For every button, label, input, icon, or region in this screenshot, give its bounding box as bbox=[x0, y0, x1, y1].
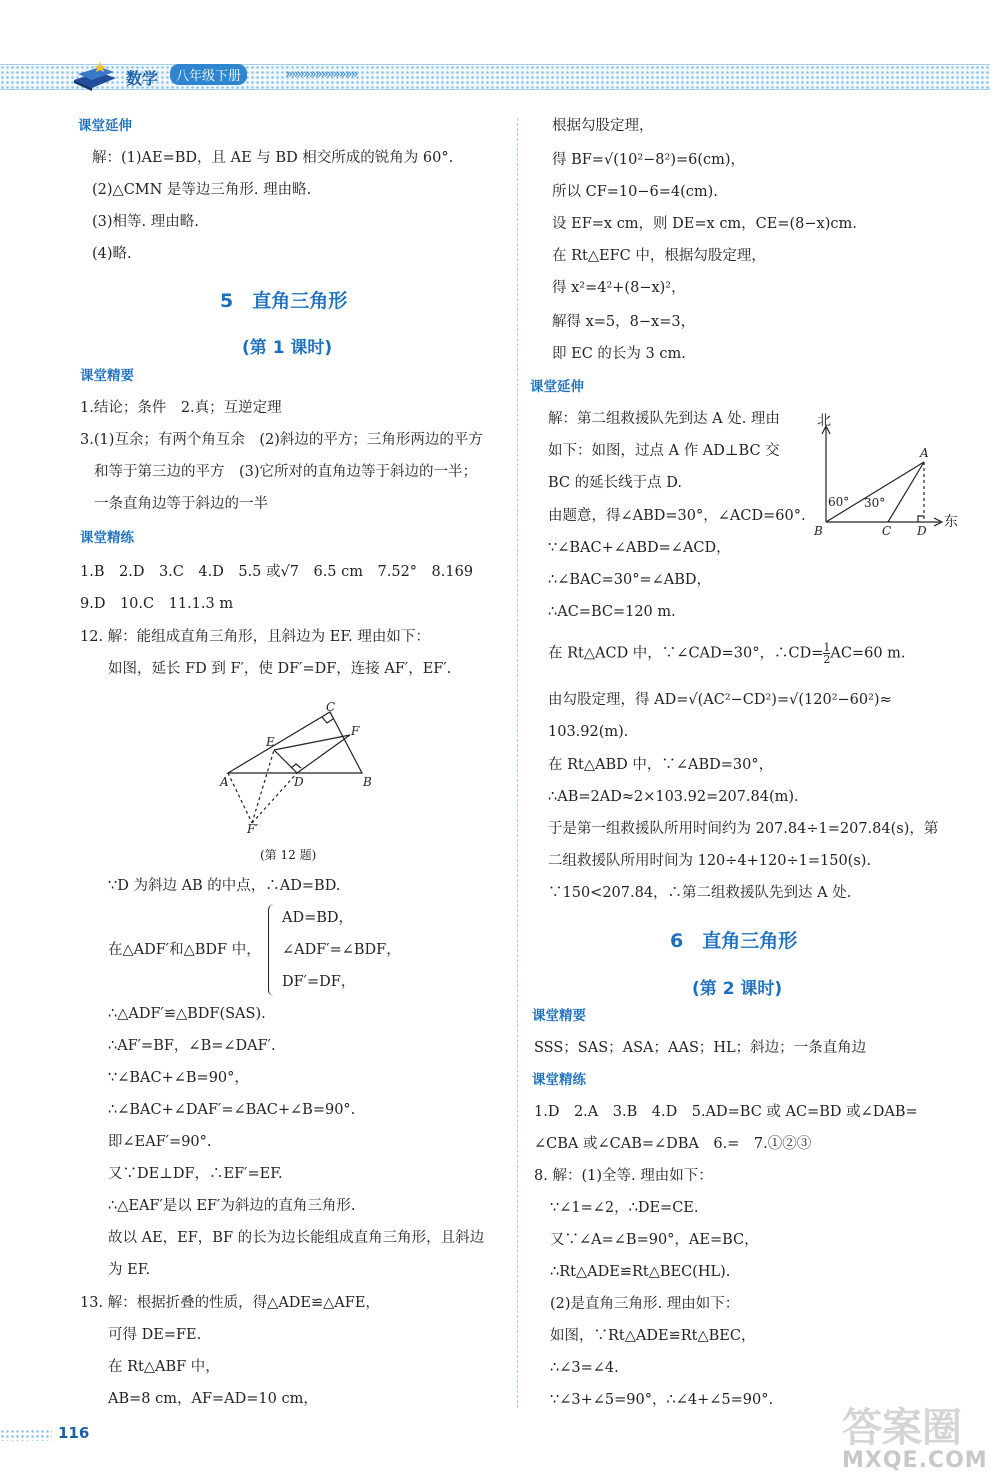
answer-line: 1.D 2.A 3.B 4.D 5.AD=BC 或 AC=BD 或∠DAB= bbox=[534, 1104, 918, 1120]
diagram-label-A: A bbox=[920, 446, 929, 460]
section-label: 课堂延伸 bbox=[78, 118, 132, 134]
section-label: 课堂延伸 bbox=[530, 379, 584, 395]
text-line: 于是第一组救援队所用时间约为 207.84÷1=207.84(s)，第 bbox=[548, 821, 939, 837]
figure-label-E: E bbox=[266, 735, 275, 749]
text-line: 3.(1)互余；有两个角互余 (2)斜边的平方；三角形两边的平方 bbox=[80, 432, 483, 448]
text-line: ∴AB=2AD≈2×103.92=207.84(m). bbox=[548, 789, 799, 805]
figure-label-A: A bbox=[220, 775, 229, 789]
figure-label-F-prime: F′ bbox=[247, 822, 259, 836]
rescue-diagram bbox=[800, 420, 950, 540]
text-line: 在 Rt△ABF 中， bbox=[108, 1359, 220, 1375]
text-line bbox=[548, 642, 906, 665]
text-line: 根据勾股定理， bbox=[552, 118, 654, 134]
text-line: 和等于第三边的平方 (3)它所对的直角边等于斜边的一半； bbox=[94, 464, 478, 480]
fraction-numerator: 1 bbox=[823, 641, 831, 654]
text-line: ∵∠1=∠2，∴DE=CE. bbox=[550, 1200, 699, 1216]
text-line: 所以 CF=10−6=4(cm). bbox=[552, 184, 718, 200]
text-line: 解：(1)AE=BD，且 AE 与 BD 相交所成的锐角为 60°. bbox=[92, 150, 454, 166]
book-stack-icon bbox=[70, 58, 120, 92]
text-line: 即∠EAF′=90°. bbox=[108, 1134, 212, 1150]
brace bbox=[268, 904, 277, 996]
text-line: BC 的延长线于点 D. bbox=[548, 475, 682, 491]
text-line: DF′=DF， bbox=[282, 974, 356, 990]
text-line: 由题意，得∠ABD=30°，∠ACD=60°. bbox=[548, 508, 806, 524]
text-line: 可得 DE=FE. bbox=[108, 1327, 202, 1343]
text-line: 在 Rt△EFC 中，根据勾股定理， bbox=[552, 248, 766, 264]
text-line: 12. 解：能组成直角三角形，且斜边为 EF. 理由如下： bbox=[80, 629, 430, 645]
watermark-url: MXQE.COM bbox=[842, 1448, 988, 1473]
page-header bbox=[0, 58, 1000, 90]
figure-12-diagram bbox=[210, 695, 390, 840]
watermark-logo: 答案圈 bbox=[842, 1405, 962, 1451]
text-line: 故以 AE，EF，BF 的长为边长能组成直角三角形，且斜边 bbox=[108, 1230, 485, 1246]
text-line: ∴△EAF′是以 EF′为斜边的直角三角形. bbox=[108, 1198, 356, 1214]
text-line: 解得 x=5，8−x=3， bbox=[552, 314, 696, 330]
text-line: 解：第二组救援队先到达 A 处. 理由 bbox=[548, 411, 780, 427]
page-number: 116 bbox=[58, 1424, 90, 1442]
text-line: 1.结论；条件 2.真；互逆定理 bbox=[80, 400, 282, 416]
section-label: 课堂精要 bbox=[80, 368, 134, 384]
text-line: ∵∠3+∠5=90°，∴∠4+∠5=90°. bbox=[550, 1392, 774, 1408]
text-line: 如下：如图，过点 A 作 AD⊥BC 交 bbox=[548, 443, 780, 459]
text-line: 一条直角边等于斜边的一半 bbox=[94, 496, 268, 512]
text-line: ∴Rt△ADE≌Rt△BEC(HL). bbox=[550, 1264, 731, 1280]
text-line: 得 BF=√(10²−8²)=6(cm)， bbox=[552, 152, 746, 168]
text-line: 设 EF=x cm，则 DE=x cm，CE=(8−x)cm. bbox=[552, 216, 857, 232]
text-line: ∴AF′=BF，∠B=∠DAF′. bbox=[108, 1038, 276, 1054]
congruence-conditions bbox=[108, 904, 508, 1000]
text-line: AD=BD， bbox=[282, 910, 354, 926]
text-line: ∴∠BAC=30°=∠ABD， bbox=[548, 572, 711, 588]
text-line: ∴AC=BC=120 m. bbox=[548, 604, 676, 620]
text-line: 由勾股定理，得 AD=√(AC²−CD²)=√(120²−60²)≈ bbox=[548, 692, 892, 708]
lesson-subtitle: (第 1 课时) bbox=[242, 338, 333, 358]
text-line: 如图，∵Rt△ADE≌Rt△BEC， bbox=[550, 1328, 756, 1344]
footer-dot-band bbox=[0, 1429, 52, 1441]
section-label: 课堂精练 bbox=[532, 1072, 586, 1088]
text-line: (4)略. bbox=[92, 246, 132, 262]
text-line: 为 EF. bbox=[108, 1262, 151, 1278]
diagram-label-B: B bbox=[814, 524, 823, 538]
text-line: 如图，延长 FD 到 F′，使 DF′=DF，连接 AF′，EF′. bbox=[108, 661, 452, 677]
text-line: 103.92(m). bbox=[548, 724, 629, 740]
header-subject: 数学 bbox=[126, 69, 159, 88]
text-line: ∠ADF′=∠BDF， bbox=[282, 942, 401, 958]
text-line: 13. 解：根据折叠的性质，得△ADE≌△AFE， bbox=[80, 1295, 380, 1311]
text-line: 即 EC 的长为 3 cm. bbox=[552, 346, 686, 362]
text-line: ∵∠BAC+∠B=90°， bbox=[108, 1070, 249, 1086]
figure-label-C: C bbox=[326, 700, 336, 714]
figure-label-F: F bbox=[351, 724, 360, 738]
text-line: ∵150<207.84，∴第二组救援队先到达 A 处. bbox=[548, 885, 852, 901]
header-grade-badge: 八年级下册 bbox=[170, 64, 247, 85]
text-line: 8. 解：(1)全等. 理由如下： bbox=[534, 1168, 713, 1184]
east-label: 东 bbox=[944, 514, 958, 530]
north-label: 北 bbox=[817, 413, 831, 429]
text-line: 二组救援队所用时间为 120÷4+120÷1=150(s). bbox=[548, 853, 872, 869]
text-line: ∴∠3=∠4. bbox=[550, 1360, 619, 1376]
text-line: 又∵DE⊥DF，∴EF′=EF. bbox=[108, 1166, 283, 1182]
text-line: (2)是直角三角形. 理由如下： bbox=[550, 1296, 740, 1312]
text-line: (2)△CMN 是等边三角形. 理由略. bbox=[92, 182, 312, 198]
angle-label-30: 30° bbox=[864, 496, 886, 510]
figure-label-D: D bbox=[294, 775, 304, 789]
text-line: 在 Rt△ABD 中，∵∠ABD=30°， bbox=[548, 757, 774, 773]
angle-label-60: 60° bbox=[828, 495, 850, 509]
figure-caption: (第 12 题) bbox=[260, 848, 317, 862]
lesson-title: 5 直角三角形 bbox=[220, 290, 348, 312]
text-line: AB=8 cm，AF=AD=10 cm， bbox=[108, 1391, 318, 1407]
diagram-label-D: D bbox=[917, 524, 927, 538]
column-divider bbox=[517, 118, 518, 1408]
text-line: ∴∠BAC+∠DAF′=∠BAC+∠B=90°. bbox=[108, 1102, 356, 1118]
text-line: ∵∠BAC+∠ABD=∠ACD， bbox=[548, 540, 731, 556]
lesson-title: 6 直角三角形 bbox=[670, 930, 798, 952]
figure-label-B: B bbox=[363, 775, 372, 789]
text-line: ∴△ADF′≌△BDF(SAS). bbox=[108, 1006, 266, 1022]
text-line: 得 x²=4²+(8−x)²， bbox=[552, 280, 686, 296]
text-line: 在△ADF′和△BDF 中， bbox=[108, 942, 261, 958]
text-line: SSS；SAS；ASA；AAS；HL；斜边；一条直角边 bbox=[534, 1040, 867, 1056]
text-segment: 在 Rt△ACD 中，∵∠CAD=30°，∴CD= bbox=[548, 645, 824, 662]
header-arrows: »»»»»»»»»»»» bbox=[285, 67, 357, 82]
text-segment: AC=60 m. bbox=[830, 645, 906, 662]
text-line: (3)相等. 理由略. bbox=[92, 214, 199, 230]
answer-line: 9.D 10.C 11.1.3 m bbox=[80, 596, 234, 612]
section-label: 课堂精练 bbox=[80, 530, 134, 546]
answer-line: ∠CBA 或∠CAB=∠DBA 6.= 7.①②③ bbox=[534, 1136, 812, 1152]
answer-line: 1.B 2.D 3.C 4.D 5.5 或√7 6.5 cm 7.52° 8.169 bbox=[80, 564, 474, 580]
text-line: ∵D 为斜边 AB 的中点，∴AD=BD. bbox=[108, 878, 341, 894]
lesson-subtitle: (第 2 课时) bbox=[692, 979, 783, 999]
diagram-label-C: C bbox=[882, 524, 892, 538]
text-line: 又∵∠A=∠B=90°，AE=BC， bbox=[550, 1232, 759, 1248]
fraction-denominator: 2 bbox=[823, 653, 831, 666]
section-label: 课堂精要 bbox=[532, 1008, 586, 1024]
